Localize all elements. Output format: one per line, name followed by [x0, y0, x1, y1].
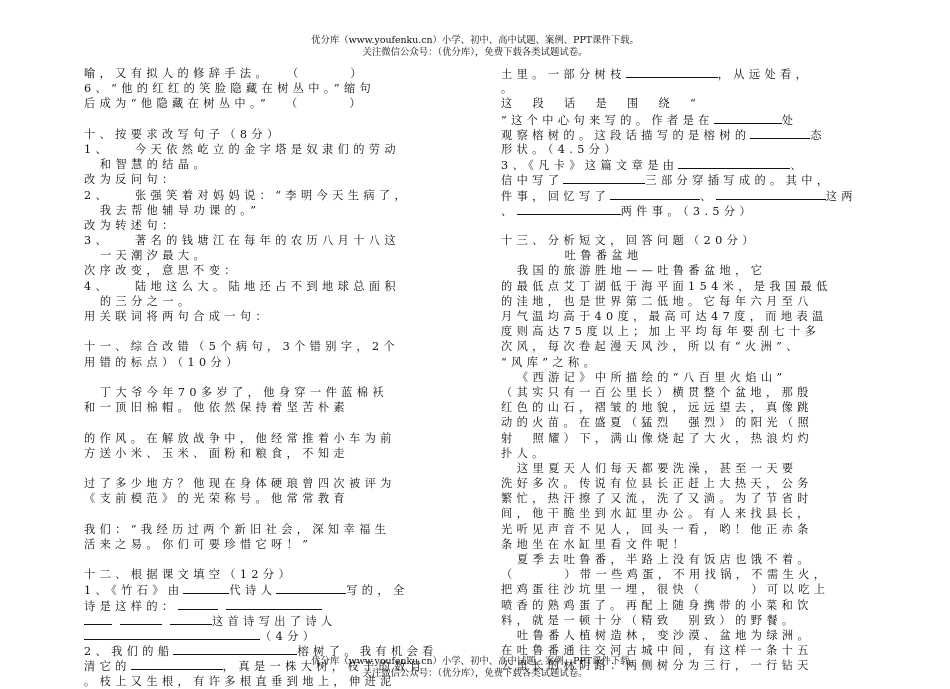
text-line: 清它的 ，真是一株大树，枝干的数目 — [84, 660, 426, 674]
text-line: ”这个中心句来写的。作者是在 处 — [501, 113, 798, 127]
text-line: 的三分之一。 — [84, 294, 194, 308]
page-header — [0, 35, 950, 59]
text-line: 过了多少地方？他现在身体硬琅曾四次被评为 — [84, 477, 396, 491]
text-line: 《支前模范》的光荣称号。他常常教育 — [84, 492, 349, 506]
left-column — [84, 66, 448, 689]
footer-line-2: 关注微信公众号：（优分库），免费下载各类试题试卷。 — [362, 668, 588, 679]
text-line: 信中写了 三部分穿插写成的。其中， — [501, 174, 833, 188]
text-line: 形状。（4.5分） — [501, 142, 620, 156]
text-line: 我国的旅游胜地——吐鲁番盆地，它 — [501, 264, 767, 278]
section-heading-13: 十三、分析短文，回答问题（20分） — [501, 234, 758, 248]
text-line: 把鸡蛋往沙坑里一埋，很快（ ）可以吃上 — [501, 583, 830, 597]
text-line: 活来之易。你们可要珍惜它呀！” — [84, 537, 313, 551]
text-line: 这首诗写出了诗人 — [84, 613, 448, 628]
text-line: 的最低点艾丁湖低于海平面154米，是我国最低 — [501, 279, 832, 293]
text-line: 条地坐在水缸里看文件呢！ — [501, 537, 689, 551]
text-line: 土里。一部分树枝 ，从远处看， — [501, 68, 812, 81]
text-line: 6、“他的红红的笑脸隐藏在树丛中。”缩句 — [84, 82, 376, 96]
text-line: 吐鲁番人植树造林，变沙漠、盆地为绿洲。 — [501, 628, 814, 642]
text-line: 《西游记》中所描绘的“八百里火焰山” — [501, 370, 787, 384]
text-line: 间，他干脆坐到水缸里办公。有人来找县长， — [501, 507, 813, 521]
text-line: 用错的标点）（10分） — [84, 355, 242, 369]
text-line: 动的火苗。在盛夏（猛烈 强烈）的阳光（照 — [501, 416, 814, 430]
text-line: 射 照耀）下，满山像烧起了大火，热浪灼灼 — [501, 431, 814, 445]
text-line: 的洼地，也是世界第二低地。它每年六月至八 — [501, 294, 813, 308]
text-line: 次风，每次卷起漫天风沙，所以有“火洲”、 — [501, 340, 802, 354]
text-line: 改为转述句： — [84, 218, 178, 232]
text-line: 这 段 话 是 围 绕 “ — [501, 97, 701, 111]
text-line: 。 — [501, 82, 517, 96]
text-line: 在吐鲁番通往交河古城中间，有这样一条十五 — [501, 644, 813, 658]
text-line: 公里长的林阴路：两侧树分为三行，一行钻天 — [501, 659, 813, 673]
text-line: 次序改变，意思不变： — [84, 264, 240, 278]
text-line: 繁忙，热汗擦了又流，洗了又淌。为了节省时 — [501, 492, 813, 506]
text-line: （ ）带一些鸡蛋，不用找锅，不需生火， — [501, 568, 830, 582]
text-line: 用关联词将两句合成一句： — [84, 310, 272, 323]
text-line: 洗好多次。传说有位县长正赶上大热天，公务 — [501, 477, 813, 491]
text-line: 喻，又有拟人的修辞手法。 （ ） — [84, 67, 366, 80]
footer-line-1: 优分库（www.youfenku.cn）小学、初中、高中试题、案例、PPT课件下载。 — [311, 656, 639, 667]
text-line: 月气温均高于40度，最高可达47度，而地表温 — [501, 310, 828, 323]
text-line: 丁大爷今年70多岁了，他身穿一件蓝棉袄 — [84, 385, 388, 399]
text-line: 件事，回忆写了 、 这两 — [501, 189, 857, 203]
header-line-2: 关注微信公众号：（优分库），免费下载各类试题试卷。 — [362, 47, 588, 58]
text-line: 改为反问句： — [84, 173, 178, 187]
text-line: 和智慧的结晶。 — [84, 158, 210, 172]
text-line: 4、 陆地这么大。陆地还占不到地球总面积 — [84, 279, 400, 293]
text-line: 方送小米、玉米、面粉和粮食，不知走 — [84, 446, 349, 460]
page-footer — [0, 656, 950, 680]
text-line: 后成为“他隐藏在树丛中。” （ ） — [84, 97, 365, 111]
text-line: 。枝上又生根，有许多根直垂到地上，伸进泥 — [84, 674, 396, 688]
section-heading-10: 十、按要求改写句子（8分） — [84, 127, 283, 141]
text-line: 的作风。在解放战争中，他经常推着小车为前 — [84, 431, 396, 445]
text-line: （其实只有一百公里长）横贯整个盆地，那殷 — [501, 385, 813, 399]
text-line: 1、《竹石》由 代诗人 写的，全 — [84, 584, 409, 598]
passage-title: 吐鲁番盆地 — [501, 249, 643, 263]
right-column — [501, 66, 865, 674]
text-line: “风库”之称。 — [501, 355, 600, 369]
text-line: 一天潮汐最大。 — [84, 249, 210, 263]
text-line: 光听见声音不见人，回头一看，哟！他正赤条 — [501, 522, 813, 536]
text-line: 2、 张强笑着对妈妈说：“李明今天生病了， — [84, 188, 411, 202]
text-line: 红色的山石，褶皱的地貌，远远望去，真像跳 — [501, 401, 813, 415]
text-line: 2、我们的船 榕树了。我有机会看 — [84, 645, 438, 659]
text-line: 、 两件事。（3.5分） — [501, 204, 756, 218]
text-line: 和一顶旧棉帽。他依然保持着坚苦朴素 — [84, 401, 349, 415]
text-line: 我去帮他辅导功课的。” — [84, 203, 261, 217]
text-line: 喷香的熟鸡蛋了。再配上随身携带的小菜和饮 — [501, 598, 813, 612]
text-line: 度则高达75度以上；加上平均每年要刮七十多 — [501, 325, 821, 339]
text-line: 3、《凡卡》这篇文章是由 、 — [501, 159, 806, 173]
text-line: 夏季去吐鲁番，半路上没有饭店也饿不着。 — [501, 553, 814, 566]
text-line: 诗是这样的： — [84, 598, 448, 613]
text-line: 扑人。 — [501, 446, 548, 460]
text-line: 这里夏天人们每天都要洗澡，甚至一天要 — [501, 461, 798, 475]
header-line-1: 优分库（www.youfenku.cn）小学、初中、高中试题、案例、PPT课件下载。 — [311, 35, 639, 46]
text-line: 料，就是一顿十分（精致 别致）的野餐。 — [501, 613, 798, 627]
text-line: 我们：“我经历过两个新旧社会，深知幸福生 — [84, 522, 391, 536]
text-line: （4分） — [84, 628, 448, 643]
text-line: 1、 今天依然屹立的金字塔是奴隶们的劳动 — [84, 142, 400, 156]
section-heading-11: 十一、综合改错（5个病句，3个错别字，2个 — [84, 340, 400, 354]
text-line: 3、 著名的钱塘江在每年的农历八月十八这 — [84, 234, 400, 248]
text-line: 观察榕树的。这段话描写的是榕树的 态 — [501, 128, 826, 142]
section-heading-12: 十二、根据课文填空（12分） — [84, 568, 295, 582]
